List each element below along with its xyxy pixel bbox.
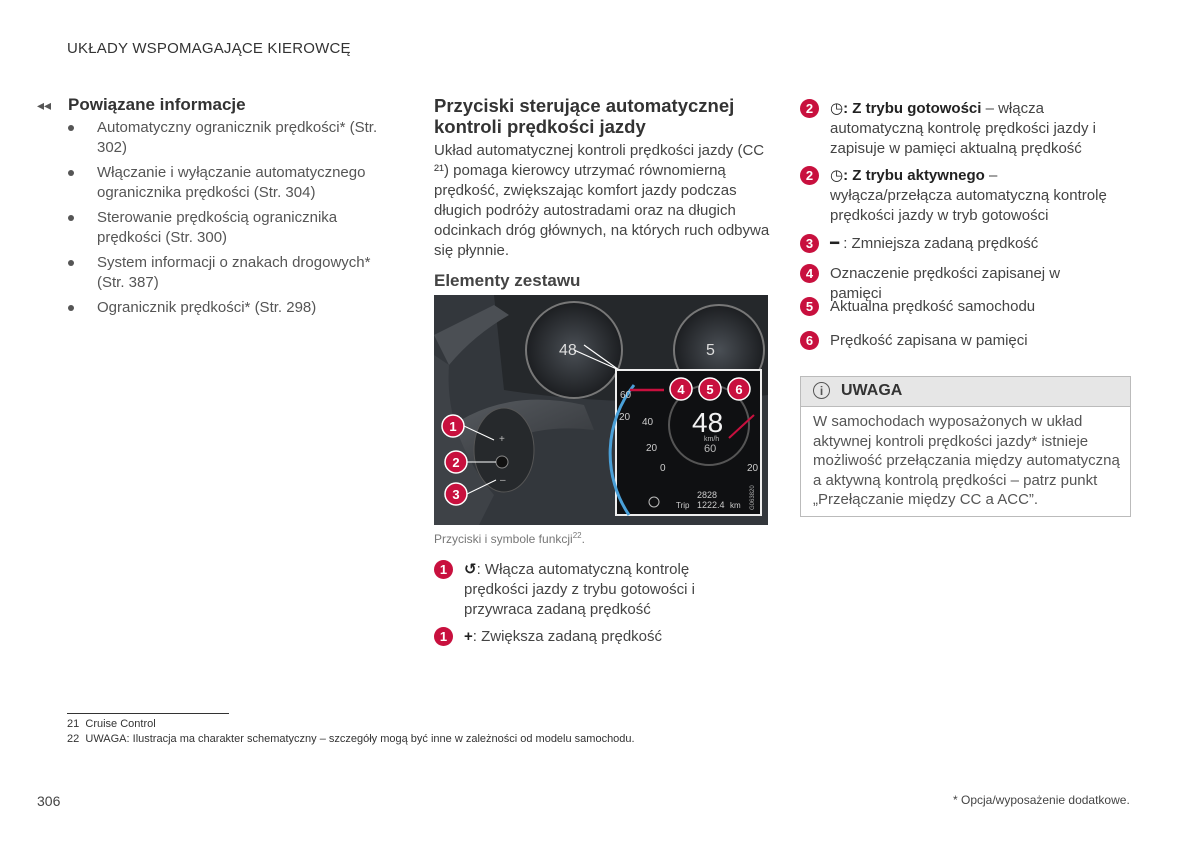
back-arrows-icon: ◂◂ bbox=[37, 97, 52, 113]
cruise-icon: ◷ bbox=[830, 167, 844, 184]
speed-right-text: 5 bbox=[706, 342, 715, 359]
trip-label: Trip bbox=[676, 501, 690, 510]
item-decrease: 3 ━ : Zmniejsza zadaną prędkość bbox=[800, 234, 1120, 256]
steering-wheel-diagram bbox=[434, 295, 768, 525]
footnote-divider bbox=[67, 713, 229, 714]
item-stored-speed: 6 Prędkość zapisana w pamięci bbox=[800, 331, 1120, 353]
bullet-icon bbox=[68, 260, 74, 266]
item-current-speed: 5 Aktualna prędkość samochodu bbox=[800, 297, 1120, 319]
number-badge: 2 bbox=[800, 166, 819, 185]
related-item[interactable]: Sterowanie prędkością ogranicznika prędkości (Str. 300) bbox=[68, 208, 388, 248]
item-set-marker: 4 Oznaczenie prędkości zapisanej w pamięci bbox=[800, 264, 1120, 286]
number-badge: 4 bbox=[800, 264, 819, 283]
number-badge: 1 bbox=[434, 560, 453, 579]
note-title: UWAGA bbox=[841, 382, 903, 399]
figure-caption: Przyciski i symbole funkcji$^{22}$. bbox=[434, 531, 585, 546]
footnote: 21 Cruise Control bbox=[67, 718, 156, 730]
plus-icon: + bbox=[464, 628, 473, 645]
svg-text:5: 5 bbox=[706, 382, 714, 397]
section-title: Przyciski sterujące automatycznej kontroli prędkości jazdy bbox=[434, 95, 735, 137]
cruise-button bbox=[496, 456, 508, 468]
note-header bbox=[801, 377, 1130, 407]
figure-code: G063820 bbox=[750, 485, 756, 510]
item-standby: 2 ◷: Z trybu gotowości – włącza automatyczną kontrolę prędkości jazdy i zapisuje w pamięci aktualną prędkość bbox=[800, 99, 1120, 159]
svg-text:6: 6 bbox=[735, 382, 743, 397]
number-badge: 1 bbox=[434, 627, 453, 646]
section-intro: Układ automatycznej kontroli prędkości jazdy (CC ²¹) pomaga kierowcy utrzymać równomierną prędkość, zwiększając komfort jazdy podczas długich podróży autostradami oraz na długich odcinkach dróg głównych, na których ruch odbywa się płynnie. bbox=[434, 142, 770, 259]
related-info-title: Powiązane informacje bbox=[68, 95, 246, 114]
callout-5 bbox=[699, 378, 721, 400]
minus-symbol: – bbox=[500, 475, 506, 486]
bullet-icon bbox=[68, 125, 74, 131]
plus-symbol: + bbox=[499, 434, 505, 445]
trip-text: 1222.4 bbox=[697, 500, 725, 510]
footnote: 22 UWAGA: Ilustracja ma charakter schematyczny – szczegóły mogą być inne w zależności od modelu samochodu. bbox=[67, 733, 635, 745]
page-header: UKŁADY WSPOMAGAJĄCE KIEROWCĘ bbox=[67, 40, 351, 57]
bullet-icon bbox=[68, 170, 74, 176]
resume-icon: ↺ bbox=[464, 561, 477, 578]
km-text: km bbox=[730, 501, 741, 510]
related-info-list bbox=[68, 118, 388, 323]
bullet-icon bbox=[68, 215, 74, 221]
tick-label: 20 bbox=[646, 443, 658, 454]
callout-6 bbox=[728, 378, 750, 400]
optional-equipment-note: * Opcja/wyposażenie dodatkowe. bbox=[953, 793, 1130, 807]
svg-text:2: 2 bbox=[452, 455, 460, 470]
odometer-text: 2828 bbox=[697, 490, 718, 500]
item-active: 2 ◷: Z trybu aktywnego – wyłącza/przełącza automatyczną kontrolę prędkości jazdy w tryb gotowości bbox=[800, 166, 1120, 226]
subsection-title: Elementy zestawu bbox=[434, 271, 581, 290]
related-item[interactable]: System informacji o znakach drogowych* (Str. 387) bbox=[68, 253, 388, 293]
cruise-icon: ◷ bbox=[830, 100, 844, 117]
tick-label: 60 bbox=[620, 390, 632, 401]
dashboard-illustration bbox=[434, 295, 768, 525]
tick-label: 20 bbox=[619, 412, 631, 423]
number-badge: 5 bbox=[800, 297, 819, 316]
related-item[interactable]: Włączanie i wyłączanie automatycznego ogranicznika prędkości (Str. 304) bbox=[68, 163, 388, 203]
speed-left-text: 48 bbox=[559, 342, 577, 359]
page-number: 306 bbox=[37, 793, 61, 809]
related-item[interactable]: Automatyczny ogranicznik prędkości* (Str. 302) bbox=[68, 118, 388, 158]
caption-footnote-ref: 22 bbox=[572, 531, 582, 540]
number-badge: 6 bbox=[800, 331, 819, 350]
info-icon: i bbox=[813, 382, 830, 399]
svg-text:1: 1 bbox=[449, 419, 457, 434]
number-badge: 3 bbox=[800, 234, 819, 253]
minus-icon: ━ bbox=[830, 235, 840, 252]
current-speed-text: 48 bbox=[692, 407, 724, 438]
bullet-icon bbox=[68, 305, 74, 311]
related-item[interactable]: Ogranicznik prędkości* (Str. 298) bbox=[68, 298, 388, 318]
note-box bbox=[800, 376, 1131, 517]
set-speed-text: 60 bbox=[704, 443, 717, 455]
item-resume: 1 ↺: Włącza automatyczną kontrolę prędkości jazdy z trybu gotowości i przywraca zadaną prędkość bbox=[434, 560, 754, 620]
tick-label: 20 bbox=[747, 463, 759, 474]
unit-text: km/h bbox=[704, 436, 720, 443]
item-increase: 1 +: Zwiększa zadaną prędkość bbox=[434, 627, 754, 649]
callout-4 bbox=[670, 378, 692, 400]
note-text: W samochodach wyposażonych w układ aktywnej kontroli prędkości jazdy* istnieje możliwość przełączania między automatyczną a aktywną kontrolą prędkości – patrz punkt „Przełączanie między CC a ACC”. bbox=[813, 413, 1120, 508]
svg-text:3: 3 bbox=[452, 487, 460, 502]
number-badge: 2 bbox=[800, 99, 819, 118]
svg-text:4: 4 bbox=[677, 382, 685, 397]
tick-label: 40 bbox=[642, 417, 654, 428]
tick-label: 0 bbox=[660, 463, 666, 474]
